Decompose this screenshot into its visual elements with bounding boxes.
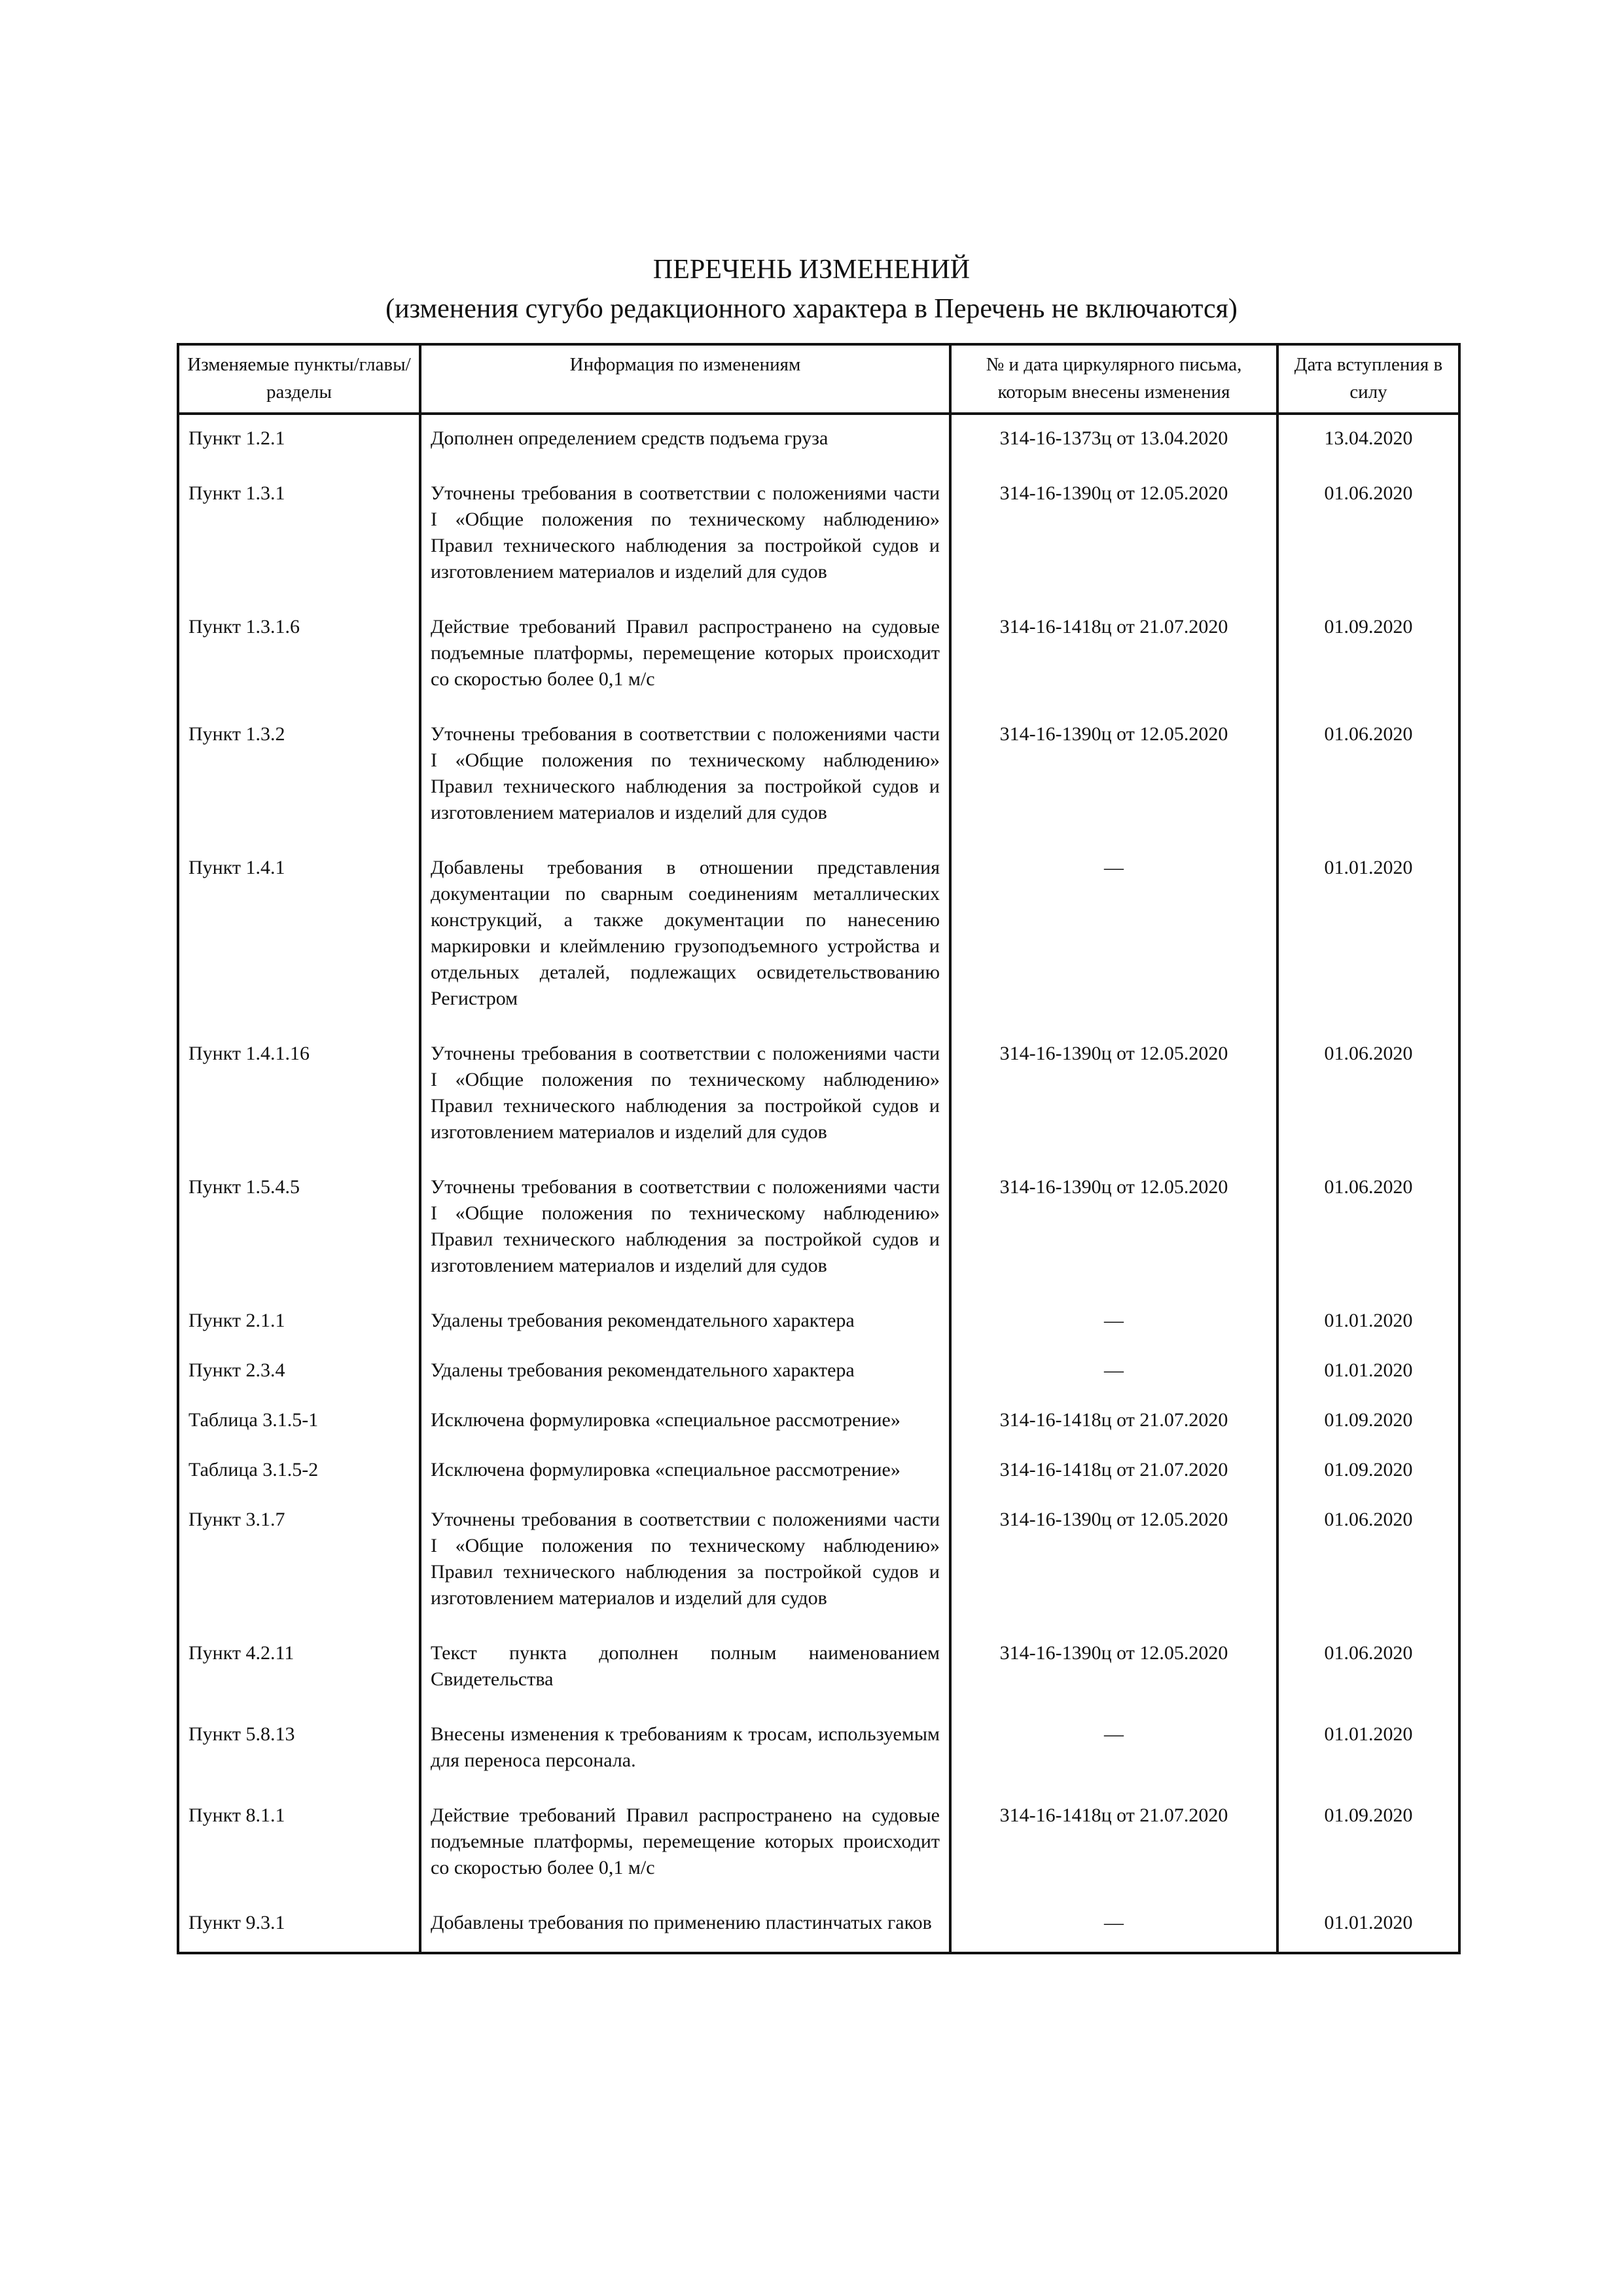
cell-letter: 314-16-1418ц от 21.07.2020 xyxy=(950,1457,1277,1507)
cell-letter: 314-16-1418ц от 21.07.2020 xyxy=(950,1803,1277,1910)
cell-item: Пункт 5.8.13 xyxy=(178,1721,420,1803)
cell-info: Добавлены требования в отношении представления документации по сварным соединениям металлических конструкций, а также документации по нанесению маркировки и клеймлению грузоподъемного устройства и отдельных деталей, подлежащих освидетельствованию Регистром xyxy=(420,855,950,1041)
header-item: Изменяемые пункты/главы/разделы xyxy=(178,344,420,414)
table-row xyxy=(178,614,1459,721)
cell-letter: 314-16-1390ц от 12.05.2020 xyxy=(950,1640,1277,1721)
header-info: Информация по изменениям xyxy=(420,344,950,414)
cell-info: Дополнен определением средств подъема груза xyxy=(420,414,950,480)
cell-date: 01.01.2020 xyxy=(1277,1308,1459,1357)
cell-date: 01.01.2020 xyxy=(1277,855,1459,1041)
cell-date: 01.06.2020 xyxy=(1277,480,1459,614)
cell-date: 01.09.2020 xyxy=(1277,1803,1459,1910)
cell-letter: — xyxy=(950,1910,1277,1953)
table-row xyxy=(178,1721,1459,1803)
table-row xyxy=(178,1308,1459,1357)
cell-date: 01.09.2020 xyxy=(1277,1457,1459,1507)
changes-table xyxy=(177,343,1461,1954)
cell-info: Действие требований Правил распространено на судовые подъемные платформы, перемещение которых происходит со скоростью более 0,1 м/с xyxy=(420,614,950,721)
table-row xyxy=(178,855,1459,1041)
cell-date: 01.09.2020 xyxy=(1277,1407,1459,1457)
cell-item: Пункт 1.4.1 xyxy=(178,855,420,1041)
cell-date: 01.09.2020 xyxy=(1277,614,1459,721)
header-letter: № и дата циркулярного письма, которым внесены изменения xyxy=(950,344,1277,414)
cell-date: 01.01.2020 xyxy=(1277,1910,1459,1953)
cell-letter: — xyxy=(950,1357,1277,1407)
cell-info: Исключена формулировка «специальное рассмотрение» xyxy=(420,1407,950,1457)
table-row xyxy=(178,1803,1459,1910)
cell-date: 01.06.2020 xyxy=(1277,1507,1459,1640)
cell-letter: — xyxy=(950,1721,1277,1803)
cell-item: Пункт 1.4.1.16 xyxy=(178,1041,420,1174)
cell-info: Текст пункта дополнен полным наименованием Свидетельства xyxy=(420,1640,950,1721)
table-row xyxy=(178,1174,1459,1308)
cell-item: Таблица 3.1.5-1 xyxy=(178,1407,420,1457)
cell-letter: 314-16-1390ц от 12.05.2020 xyxy=(950,1507,1277,1640)
cell-item: Пункт 4.2.11 xyxy=(178,1640,420,1721)
cell-info: Внесены изменения к требованиям к тросам, используемым для переноса персонала. xyxy=(420,1721,950,1803)
cell-info: Уточнены требования в соответствии с положениями части I «Общие положения по техническому наблюдению» Правил технического наблюдения за постройкой судов и изготовлением материалов и изделий для судов xyxy=(420,721,950,855)
cell-info: Исключена формулировка «специальное рассмотрение» xyxy=(420,1457,950,1507)
table-body xyxy=(178,414,1459,1953)
cell-letter: 314-16-1390ц от 12.05.2020 xyxy=(950,1174,1277,1308)
cell-date: 13.04.2020 xyxy=(1277,414,1459,480)
cell-letter: — xyxy=(950,855,1277,1041)
cell-info: Действие требований Правил распространено на судовые подъемные платформы, перемещение которых происходит со скоростью более 0,1 м/с xyxy=(420,1803,950,1910)
table-row xyxy=(178,1357,1459,1407)
cell-item: Пункт 8.1.1 xyxy=(178,1803,420,1910)
document-subtitle: (изменения сугубо редакционного характера в Перечень не включаются) xyxy=(385,294,1238,324)
cell-item: Пункт 1.3.2 xyxy=(178,721,420,855)
cell-info: Уточнены требования в соответствии с положениями части I «Общие положения по техническому наблюдению» Правил технического наблюдения за постройкой судов и изготовлением материалов и изделий для судов xyxy=(420,1041,950,1174)
cell-date: 01.06.2020 xyxy=(1277,1041,1459,1174)
table-row xyxy=(178,480,1459,614)
cell-item: Пункт 2.3.4 xyxy=(178,1357,420,1407)
table-row xyxy=(178,1041,1459,1174)
table-row xyxy=(178,1910,1459,1953)
cell-letter: 314-16-1390ц от 12.05.2020 xyxy=(950,721,1277,855)
cell-letter: 314-16-1373ц от 13.04.2020 xyxy=(950,414,1277,480)
table-header xyxy=(178,344,1459,414)
cell-item: Пункт 1.3.1.6 xyxy=(178,614,420,721)
cell-letter: 314-16-1418ц от 21.07.2020 xyxy=(950,1407,1277,1457)
cell-item: Таблица 3.1.5-2 xyxy=(178,1457,420,1507)
cell-item: Пункт 1.3.1 xyxy=(178,480,420,614)
cell-info: Удалены требования рекомендательного характера xyxy=(420,1357,950,1407)
cell-info: Добавлены требования по применению пластинчатых гаков xyxy=(420,1910,950,1953)
cell-letter: 314-16-1418ц от 21.07.2020 xyxy=(950,614,1277,721)
cell-item: Пункт 1.5.4.5 xyxy=(178,1174,420,1308)
cell-date: 01.06.2020 xyxy=(1277,1640,1459,1721)
cell-info: Уточнены требования в соответствии с положениями части I «Общие положения по техническому наблюдению» Правил технического наблюдения за постройкой судов и изготовлением материалов и изделий для судов xyxy=(420,480,950,614)
cell-date: 01.01.2020 xyxy=(1277,1357,1459,1407)
cell-date: 01.06.2020 xyxy=(1277,721,1459,855)
cell-letter: 314-16-1390ц от 12.05.2020 xyxy=(950,480,1277,614)
cell-item: Пункт 2.1.1 xyxy=(178,1308,420,1357)
cell-info: Уточнены требования в соответствии с положениями части I «Общие положения по техническому наблюдению» Правил технического наблюдения за постройкой судов и изготовлением материалов и изделий для судов xyxy=(420,1174,950,1308)
table-row xyxy=(178,721,1459,855)
cell-date: 01.01.2020 xyxy=(1277,1721,1459,1803)
cell-info: Удалены требования рекомендательного характера xyxy=(420,1308,950,1357)
table-row xyxy=(178,414,1459,480)
table-row xyxy=(178,1640,1459,1721)
table-row xyxy=(178,1457,1459,1507)
cell-date: 01.06.2020 xyxy=(1277,1174,1459,1308)
cell-letter: — xyxy=(950,1308,1277,1357)
header-date: Дата вступления в силу xyxy=(1277,344,1459,414)
cell-letter: 314-16-1390ц от 12.05.2020 xyxy=(950,1041,1277,1174)
cell-item: Пункт 9.3.1 xyxy=(178,1910,420,1953)
document-title: ПЕРЕЧЕНЬ ИЗМЕНЕНИЙ xyxy=(652,255,971,285)
cell-item: Пункт 3.1.7 xyxy=(178,1507,420,1640)
table-row xyxy=(178,1507,1459,1640)
table-row xyxy=(178,1407,1459,1457)
cell-item: Пункт 1.2.1 xyxy=(178,414,420,480)
cell-info: Уточнены требования в соответствии с положениями части I «Общие положения по техническому наблюдению» Правил технического наблюдения за постройкой судов и изготовлением материалов и изделий для судов xyxy=(420,1507,950,1640)
